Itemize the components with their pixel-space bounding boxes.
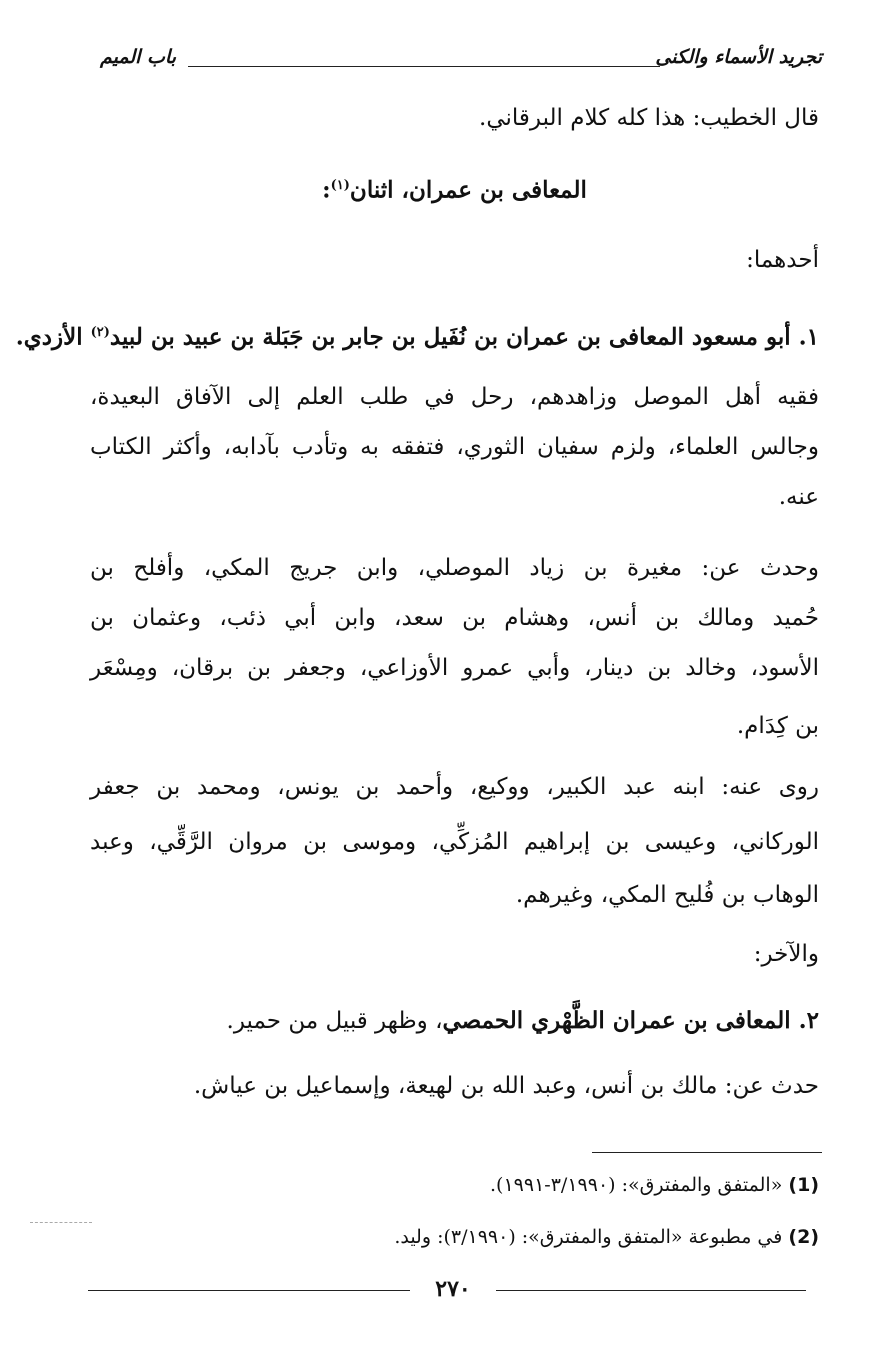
entry-1-title bbox=[15, 313, 819, 358]
paragraph-2-line-4: بن كِدَام. bbox=[736, 713, 819, 739]
footnote-rule bbox=[592, 1152, 822, 1153]
header-rule bbox=[188, 66, 660, 67]
paragraph-1-line-2: وجالس العلماء، ولزم سفيان الثوري، فتفقه به وتأدب بآدابه، وأكثر الكتاب bbox=[90, 434, 819, 460]
footnote-1 bbox=[90, 1170, 819, 1200]
entry-1-nisba: الأزدي. bbox=[15, 323, 91, 351]
footnote-ref-1: (١) bbox=[330, 178, 350, 193]
section-heading-text: المعافى بن عمران، اثنان bbox=[349, 176, 587, 204]
footnote-2-text: في مطبوعة «المتفق والمفترق»: (٣/١٩٩٠): وليد. bbox=[394, 1226, 789, 1248]
paragraph-2-line-2: حُميد ومالك بن أنس، وهشام بن سعد، وابن أبي ذئب، وعثمان بن bbox=[90, 605, 819, 631]
paragraph-3-line-2: الوركاني، وعيسى بن إبراهيم المُزكِّي، وموسى بن مروان الرَّقِّي، وعبد bbox=[90, 829, 819, 855]
entry-2-name: ٢. المعافى بن عمران الظَّهْري الحمصي bbox=[442, 1007, 819, 1034]
paragraph-3-line-1: روى عنه: ابنه عبد الكبير، ووكيع، وأحمد بن يونس، ومحمد بن جعفر bbox=[90, 774, 819, 800]
footer-rule-left bbox=[88, 1290, 410, 1291]
footnote-2-number: (2) bbox=[788, 1226, 819, 1248]
footnote-ref-2: (٢) bbox=[90, 325, 110, 340]
running-header bbox=[100, 42, 822, 78]
paragraph-2-line-1: وحدث عن: مغيرة بن زياد الموصلي، وابن جريج المكي، وأفلح بن bbox=[90, 555, 819, 581]
paragraph-3-line-3: الوهاب بن فُليح المكي، وغيرهم. bbox=[515, 882, 819, 908]
paragraph-2-line-3: الأسود، وخالد بن دينار، وأبي عمرو الأوزاعي، وجعفر بن برقان، ومِسْعَر bbox=[90, 655, 819, 681]
body-line-1: قال الخطيب: هذا كله كلام البرقاني. bbox=[479, 105, 819, 131]
paragraph-1-line-1: فقيه أهل الموصل وزاهدهم، رحل في طلب العلم إلى الآفاق البعيدة، bbox=[90, 384, 819, 410]
footnote-2 bbox=[90, 1222, 819, 1252]
entry-2-rest: ، وظهر قبيل من حمير. bbox=[226, 1008, 443, 1034]
body-line-other: والآخر: bbox=[753, 941, 819, 967]
body-line-first: أحدهما: bbox=[746, 247, 819, 273]
scan-mark bbox=[30, 1222, 92, 1223]
footer-rule-right bbox=[496, 1290, 806, 1291]
footnote-1-text: «المتفق والمفترق»: (٣/١٩٩٠-١٩٩١). bbox=[490, 1174, 789, 1196]
page-number: ٢٧٠ bbox=[435, 1276, 471, 1302]
body-line-last: حدث عن: مالك بن أنس، وعبد الله بن لهيعة، وإسماعيل بن عياش. bbox=[193, 1073, 819, 1099]
chapter-title: باب الميم bbox=[100, 46, 177, 68]
paragraph-1-line-3: عنه. bbox=[778, 484, 819, 510]
entry-1-name: ١. أبو مسعود المعافى بن عمران بن نُفَيل بن جابر بن جَبَلة بن عبيد بن لبيد bbox=[109, 323, 819, 351]
entry-2-title bbox=[90, 1001, 819, 1041]
section-heading-colon: : bbox=[322, 176, 331, 204]
book-title: تجريد الأسماء والكنى bbox=[655, 46, 822, 68]
footnote-1-number: (1) bbox=[788, 1174, 819, 1196]
section-heading bbox=[90, 166, 819, 211]
